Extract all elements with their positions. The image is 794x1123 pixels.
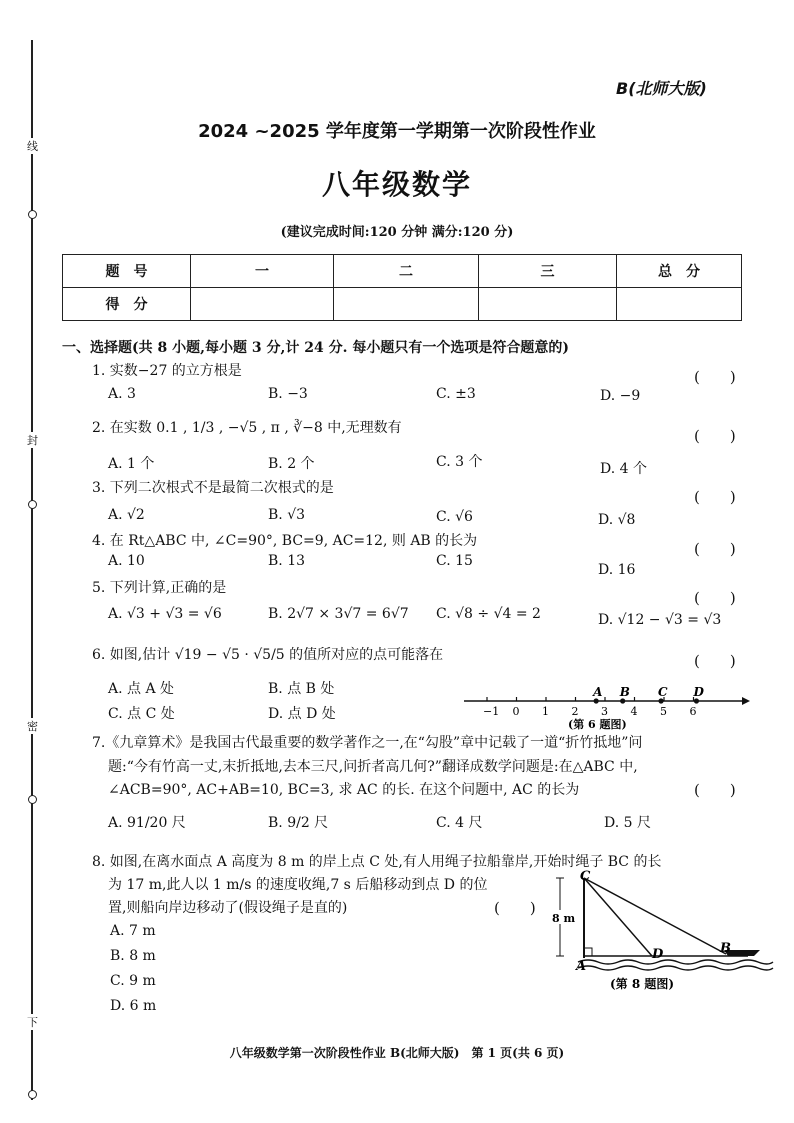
q8-option-c: C. 9 m [110,973,156,989]
score-cell[interactable] [191,288,334,321]
q3-answer-paren[interactable]: ( ) [694,488,736,506]
figure6-caption: (第 6 题图) [568,718,627,730]
q5-option-c: C. √8 ÷ √4 = 2 [436,606,541,622]
q1-option-c: C. ±3 [436,386,476,402]
score-header-section2: 二 [334,255,479,288]
number-line-point [620,698,625,703]
q7-option-d: D. 5 尺 [604,815,651,831]
q8-option-d: D. 6 m [110,998,157,1014]
q6-option-b: B. 点 B 处 [268,681,335,697]
q6-option-a: A. 点 A 处 [108,681,175,697]
water-wave [578,966,773,970]
point-a-label: A [576,959,587,974]
q5-answer-paren[interactable]: ( ) [694,589,736,607]
q8-stem-line1: 8. 如图,在离水面点 A 高度为 8 m 的岸上点 C 处,有人用绳子拉船靠岸,开始时绳子 BC 的长 [92,854,662,870]
rope-cb [584,878,726,954]
number-line-tick-label: 1 [542,705,549,718]
q2-option-a: A. 1 个 [108,456,155,472]
height-label: 8 m [552,912,576,925]
q3-option-b: B. √3 [268,507,306,523]
q6-option-c: C. 点 C 处 [108,706,175,722]
q5-option-a: A. √3 + √3 = √6 [108,606,222,622]
q7-stem-line1: 7.《九章算术》是我国古代最重要的数学著作之一,在“勾股”章中记载了一道“折竹抵地”问 [92,735,643,751]
point-b-label: B [720,941,731,956]
section1-heading: 一、选择题(共 8 小题,每小题 3 分,计 24 分. 每小题只有一个选项是符合题意的) [62,340,569,356]
rope-cd [584,878,652,956]
score-cell[interactable] [479,288,617,321]
binding-label-feng: 封 [27,434,38,447]
q8-stem-line2: 为 17 m,此人以 1 m/s 的速度收绳,7 s 后船移动到点 D 的位 [108,877,488,893]
number-line-tick-label: 3 [601,705,608,718]
binding-label-xian: 线 [27,140,38,153]
q1-option-b: B. −3 [268,386,308,402]
q4-option-d: D. 16 [598,562,636,578]
q5-option-b: B. 2√7 × 3√7 = 6√7 [268,606,409,622]
q8-option-a: A. 7 m [110,923,156,939]
q1-option-a: A. 3 [108,386,136,402]
q8-answer-paren[interactable]: ( ) [494,899,536,917]
binding-label-mi: 密 [27,720,38,733]
number-line-point-label: A [593,685,603,699]
score-table [62,254,742,321]
number-line-tick-label: 0 [512,705,520,718]
number-line-tick-label: 2 [571,705,579,718]
q3-option-d: D. √8 [598,512,636,528]
number-line-point [694,698,699,703]
q2-option-c: C. 3 个 [436,454,483,470]
score-header-label: 题 号 [63,255,191,288]
q3-option-a: A. √2 [108,507,145,523]
q7-answer-paren[interactable]: ( ) [694,781,736,799]
binding-hole [28,795,37,804]
q7-stem-line3: ∠ACB=90°, AC+AB=10, BC=3, 求 AC 的长. 在这个问题中, AC 的长为 [108,782,580,798]
number-line-point [594,698,599,703]
q1-answer-paren[interactable]: ( ) [694,368,736,386]
point-c-label: C [580,869,591,884]
q2-answer-paren[interactable]: ( ) [694,427,736,445]
q5-stem: 5. 下列计算,正确的是 [92,580,227,596]
water-wave [578,960,773,964]
score-header-section1: 一 [191,255,334,288]
q2-option-d: D. 4 个 [600,461,647,477]
q4-option-b: B. 13 [268,553,306,569]
q4-option-c: C. 15 [436,553,473,569]
number-line-tick-label: −1 [483,705,500,718]
q4-option-a: A. 10 [108,553,145,569]
score-cell[interactable] [334,288,479,321]
score-header-section3: 三 [479,255,617,288]
number-line-tick-label: 6 [689,705,697,718]
number-line-arrow [742,697,750,705]
q4-stem: 4. 在 Rt△ABC 中, ∠C=90°, BC=9, AC=12, 则 AB 的长为 [92,533,478,549]
q7-stem-line2: 题:“今有竹高一丈,末折抵地,去本三尺,问折者高几何?”翻译成数学问题是:在△ABC 中, [108,759,638,775]
q1-stem: 1. 实数−27 的立方根是 [92,363,242,379]
q3-option-c: C. √6 [436,509,473,525]
right-angle-mark [584,948,592,956]
q7-option-a: A. 91/20 尺 [108,815,186,831]
number-line-tick-label: 5 [660,705,667,718]
score-header-total: 总 分 [617,255,742,288]
edition-label: B(北师大版) [616,79,707,98]
figure8-caption: (第 8 题图) [610,977,675,991]
binding-hole [28,1090,37,1099]
number-line-tick-label: 4 [630,705,638,718]
q8-option-b: B. 8 m [110,948,156,964]
q7-option-c: C. 4 尺 [436,815,483,831]
subject-title: 八年级数学 [321,168,472,201]
q6-answer-paren[interactable]: ( ) [694,652,736,670]
exam-title: 2024 ~2025 学年度第一学期第一次阶段性作业 [198,121,596,142]
number-line-point-label: B [619,685,630,699]
figure8-diagram [548,866,778,996]
number-line-point-label: C [658,685,668,699]
q6-stem: 6. 如图,估计 √19 − √5 · √5/5 的值所对应的点可能落在 [92,647,444,663]
q8-stem-line3: 置,则船向岸边移动了(假设绳子是直的) [108,900,348,916]
q2-stem: 2. 在实数 0.1 , 1/3 , −√5 , π , ∛−8 中,无理数有 [92,420,402,436]
q1-option-d: D. −9 [600,388,641,404]
binding-hole [28,500,37,509]
q3-stem: 3. 下列二次根式不是最简二次根式的是 [92,480,334,496]
number-line-point-label: D [693,685,704,699]
binding-hole [28,210,37,219]
q7-option-b: B. 9/2 尺 [268,815,329,831]
score-cell[interactable] [617,288,742,321]
point-d-label: D [652,947,664,962]
q2-option-b: B. 2 个 [268,456,315,472]
q5-option-d: D. √12 − √3 = √3 [598,612,722,628]
number-line-point [658,698,663,703]
exam-info: (建议完成时间:120 分钟 满分:120 分) [280,225,514,240]
figure6-number-line [460,682,750,730]
q4-answer-paren[interactable]: ( ) [694,540,736,558]
score-row-label: 得 分 [63,288,191,321]
page-footer: 八年级数学第一次阶段性作业 B(北师大版) 第 1 页(共 6 页) [229,1046,565,1060]
binding-label-xia: 下 [27,1016,38,1029]
q6-option-d: D. 点 D 处 [268,706,336,722]
